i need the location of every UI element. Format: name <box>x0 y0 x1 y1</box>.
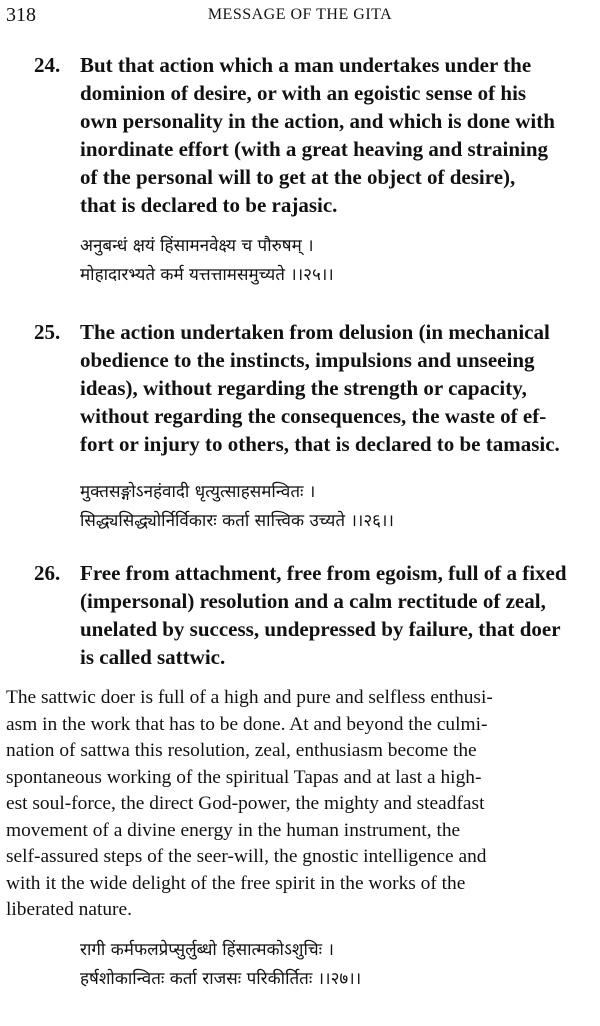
running-title: MESSAGE OF THE GITA <box>207 6 393 23</box>
verse-line: without regarding the consequences, the waste of ef- <box>80 404 547 428</box>
verse-number: 24. <box>34 53 61 77</box>
verse-line: Free from attachment, free from egoism, full of a fixed <box>80 561 567 585</box>
commentary-line: with it the wide delight of the free spirit in the works of the <box>6 872 466 894</box>
commentary-line: spontaneous working of the spiritual Tapas and at last a high- <box>6 766 482 788</box>
verse-line: unelated by success, undepressed by failure, that doer <box>80 617 561 641</box>
commentary-line: self-assured steps of the seer-will, the gnostic intelligence and <box>6 846 487 867</box>
page-number: 318 <box>6 4 36 26</box>
sanskrit-line: रागी कर्मफलप्रेप्सुर्लुब्धो हिंसात्मकोऽशुचिः । <box>80 940 334 960</box>
verse-line: The action undertaken from delusion (in mechanical <box>80 320 550 344</box>
verse-number: 25. <box>34 320 61 344</box>
verse-line: (impersonal) resolution and a calm rectitude of zeal, <box>80 589 546 613</box>
verse-25-translation <box>34 318 594 458</box>
commentary-line: liberated nature. <box>6 899 132 920</box>
verse-line: dominion of desire, or with an egoistic sense of his <box>80 81 527 105</box>
commentary-line: asm in the work that has to be done. At and beyond the culmi- <box>6 713 488 735</box>
commentary-line: est soul-force, the direct God-power, the mighty and steadfast <box>6 793 485 814</box>
verse-line: inordinate effort (with a great heaving and straining <box>80 137 549 161</box>
verse-line: ideas), without regarding the strength or capacity, <box>80 376 527 400</box>
sanskrit-line: मुक्तसङ्गोऽनहंवादी धृत्युत्साहसमन्वितः । <box>80 482 316 502</box>
commentary-line: nation of sattwa this resolution, zeal, enthusiasm become the <box>6 740 477 761</box>
verse-line: is called sattwic. <box>80 645 226 669</box>
sanskrit-line: सिद्ध्यसिद्ध्योर्निर्विकारः कर्ता सात्त्विक उच्यते ।।२६।। <box>80 511 394 531</box>
page-header <box>6 4 594 28</box>
verse-number: 26. <box>34 561 61 585</box>
sanskrit-verse-25 <box>80 232 580 290</box>
verse-26-translation <box>34 559 594 671</box>
sanskrit-verse-27 <box>80 936 580 994</box>
verse-line: fort or injury to others, that is declared to be tamasic. <box>80 432 560 456</box>
verse-24-translation <box>34 51 594 219</box>
sanskrit-verse-26 <box>80 478 580 536</box>
sanskrit-line: हर्षशोकान्वितः कर्ता राजसः परिकीर्तितः ।।२७।। <box>80 969 362 989</box>
commentary-line: movement of a divine energy in the human instrument, the <box>6 819 461 841</box>
verse-line: that is declared to be rajasic. <box>80 193 338 217</box>
sanskrit-line: अनुबन्धं क्षयं हिंसामनवेक्ष्य च पौरुषम् । <box>80 236 314 256</box>
verse-line: But that action which a man undertakes under the <box>80 53 532 77</box>
verse-line: own personality in the action, and which is done with <box>80 109 555 133</box>
commentary-line: The sattwic doer is full of a high and pure and selfless enthusi- <box>6 687 493 708</box>
sanskrit-line: मोहादारभ्यते कर्म यत्तत्तामसमुच्यते ।।२५।। <box>80 265 334 285</box>
commentary-paragraph <box>6 685 588 924</box>
verse-line: obedience to the instincts, impulsions and unseeing <box>80 348 535 372</box>
verse-line: of the personal will to get at the object of desire), <box>80 165 516 189</box>
